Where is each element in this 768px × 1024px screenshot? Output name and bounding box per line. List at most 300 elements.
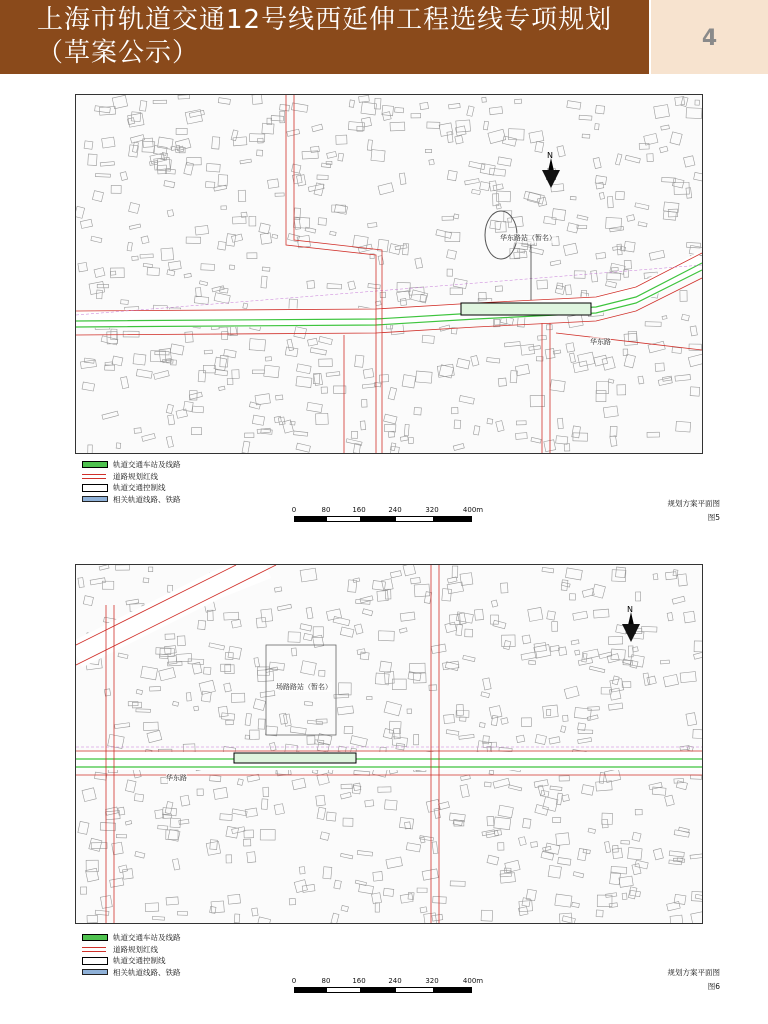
building-outline (289, 898, 295, 905)
building-outline (247, 852, 256, 863)
building-outline (232, 370, 239, 379)
building-outline (573, 611, 588, 620)
building-outline (687, 746, 693, 751)
building-outline (350, 736, 367, 747)
building-outline (386, 857, 403, 869)
building-outline (498, 378, 506, 386)
building-outline (151, 351, 166, 362)
building-outline (484, 782, 491, 787)
building-outline (406, 843, 421, 852)
control-line-icon (82, 957, 108, 965)
building-outline (133, 354, 146, 365)
building-outline (420, 102, 429, 109)
legend-item: 道路规划红线 (82, 472, 282, 484)
building-outline (194, 296, 208, 304)
building-outline (96, 290, 102, 299)
building-outline (521, 652, 537, 660)
building-outline (589, 666, 605, 673)
building-outline (341, 784, 352, 789)
building-outline (143, 263, 152, 267)
building-outline (581, 785, 593, 796)
building-outline (440, 325, 451, 331)
scale-tick: 160 (352, 977, 366, 985)
building-outline (523, 818, 531, 828)
building-outline (379, 375, 388, 383)
building-outline (496, 421, 504, 432)
building-outline (610, 436, 617, 447)
scale-bar-graphic (294, 987, 472, 993)
building-outline (446, 730, 459, 736)
building-outline (390, 122, 405, 131)
building-outline (400, 436, 408, 441)
building-outline (195, 225, 209, 235)
building-outline (172, 701, 178, 706)
building-outline (537, 280, 548, 289)
building-outline (552, 622, 558, 632)
building-outline (186, 237, 200, 243)
building-outline (252, 908, 258, 916)
building-outline (102, 411, 118, 419)
road-red-line (294, 95, 382, 453)
building-outline (196, 288, 202, 297)
building-outline (442, 589, 452, 602)
building-outline (436, 230, 452, 239)
building-outline (378, 256, 384, 265)
building-outline (260, 233, 271, 244)
building-outline (147, 730, 162, 742)
building-outline (672, 347, 682, 353)
building-outline (608, 379, 614, 383)
building-outline (620, 246, 626, 251)
building-outline (414, 734, 419, 744)
building-outline (225, 665, 234, 674)
building-outline (579, 115, 592, 120)
building-outline (414, 584, 430, 597)
building-outline (691, 891, 702, 901)
building-outline (333, 617, 350, 626)
svg-text:N: N (547, 151, 553, 160)
building-outline (116, 443, 121, 449)
building-outline (275, 193, 284, 196)
building-outline (321, 387, 327, 393)
building-outline (603, 406, 618, 418)
building-outline (639, 143, 649, 149)
building-outline (312, 769, 317, 773)
building-outline (588, 707, 600, 711)
building-outline (483, 678, 492, 690)
legend-item: 相关轨道线路、铁路 (82, 968, 282, 980)
building-outline (296, 376, 312, 387)
building-outline (245, 713, 251, 725)
building-outline (420, 836, 434, 841)
building-outline (635, 809, 642, 815)
building-outline (653, 574, 658, 580)
building-outline (564, 686, 579, 699)
building-outline (524, 191, 541, 202)
building-outline (378, 183, 394, 195)
building-outline (254, 658, 260, 667)
building-outline (245, 735, 249, 739)
building-outline (340, 627, 354, 637)
building-outline (218, 241, 227, 250)
building-outline (252, 95, 262, 104)
building-outline (252, 370, 264, 374)
building-outline (459, 734, 474, 739)
building-outline (461, 775, 471, 781)
building-outline (483, 121, 488, 130)
building-outline (635, 203, 649, 210)
building-outline (690, 326, 697, 336)
building-outline (549, 737, 560, 744)
station-label: 场路路站（暂名） (276, 683, 332, 691)
page-number-box (651, 0, 768, 74)
building-outline (482, 830, 495, 836)
building-outline (220, 814, 232, 821)
building-outline (299, 867, 305, 875)
building-outline (555, 894, 572, 907)
building-outline (78, 821, 89, 834)
building-outline (225, 652, 233, 659)
building-outline (669, 851, 684, 857)
building-outline (624, 241, 635, 252)
building-outline (118, 653, 128, 659)
building-outline (493, 778, 510, 788)
building-outline (432, 914, 443, 921)
building-outline (529, 346, 541, 351)
building-outline (676, 781, 687, 790)
building-outline (334, 880, 342, 889)
building-outline (405, 822, 411, 829)
building-outline (330, 231, 337, 235)
building-outline (375, 673, 389, 685)
building-outline (188, 659, 204, 665)
building-outline (502, 635, 516, 647)
building-outline (482, 97, 487, 102)
building-outline (313, 635, 324, 647)
building-outline (564, 444, 570, 451)
building-outline (647, 676, 656, 685)
building-outline (403, 565, 416, 576)
building-outline (111, 185, 121, 193)
building-outline (396, 743, 405, 750)
building-outline (516, 421, 526, 425)
building-outline (517, 317, 525, 328)
building-outline (326, 372, 340, 377)
building-outline (424, 913, 437, 923)
building-outline (187, 157, 202, 165)
building-outline (198, 620, 206, 629)
building-outline (209, 643, 225, 650)
building-outline (382, 112, 391, 121)
building-outline (99, 565, 109, 570)
building-outline (380, 292, 386, 297)
building-outline (467, 106, 474, 116)
building-outline (206, 163, 220, 172)
building-outline (134, 794, 143, 802)
building-outline (384, 701, 401, 716)
building-outline (592, 584, 606, 598)
building-outline (563, 715, 569, 721)
building-outline (587, 715, 598, 721)
building-outline (129, 224, 140, 230)
station-box (461, 303, 591, 315)
building-outline (171, 360, 177, 365)
building-outline (278, 417, 285, 425)
building-outline (221, 664, 231, 671)
building-outline (531, 842, 538, 848)
building-outline (167, 270, 175, 276)
building-outline (455, 126, 466, 136)
building-outline (204, 667, 211, 674)
building-outline (261, 799, 268, 810)
building-outline (331, 913, 339, 923)
building-outline (570, 594, 576, 600)
building-outline (229, 265, 234, 269)
building-outline (99, 106, 115, 115)
building-outline (95, 174, 110, 178)
building-outline (593, 158, 601, 169)
building-outline (602, 357, 615, 371)
building-outline (310, 348, 326, 355)
building-outline (108, 734, 125, 748)
building-outline (303, 633, 312, 640)
building-outline (686, 108, 702, 119)
building-outline (667, 901, 681, 910)
legend-item: 轨道交通控制线 (82, 956, 282, 968)
building-outline (368, 223, 377, 228)
control-line-icon (82, 484, 108, 492)
building-outline (258, 138, 264, 143)
building-outline (596, 252, 606, 259)
building-outline (556, 436, 568, 445)
building-outline (221, 206, 227, 210)
building-outline (119, 865, 128, 873)
building-outline (80, 887, 86, 894)
building-outline (612, 848, 622, 859)
building-outline (140, 254, 153, 258)
building-outline (368, 284, 380, 289)
building-outline (365, 800, 374, 807)
building-outline (547, 611, 556, 620)
building-outline (201, 264, 215, 271)
building-outline (78, 262, 88, 271)
building-outline (420, 907, 427, 913)
building-outline (535, 734, 546, 744)
building-outline (343, 818, 353, 826)
building-outline (684, 611, 696, 623)
building-outline (382, 105, 394, 115)
building-outline (177, 636, 185, 646)
building-outline (296, 443, 310, 452)
building-outline (636, 592, 641, 601)
building-outline (260, 691, 275, 698)
road-red-line-icon (82, 947, 106, 952)
building-outline (663, 211, 676, 220)
building-outline (199, 680, 215, 694)
building-outline (261, 276, 267, 288)
building-outline (658, 378, 672, 386)
building-outline (348, 580, 357, 593)
building-outline (469, 161, 485, 169)
building-outline (688, 354, 702, 367)
building-outline (367, 140, 372, 151)
building-outline (674, 894, 686, 904)
building-outline (546, 709, 550, 715)
building-outline (400, 298, 406, 305)
caption-title: 规划方案平面图 (667, 499, 720, 508)
building-outline (356, 599, 371, 604)
building-outline (654, 105, 670, 119)
building-outline (218, 98, 230, 105)
building-outline (247, 253, 257, 259)
building-outline (404, 424, 409, 436)
building-outline (615, 154, 622, 165)
scale-bar (291, 506, 494, 528)
building-outline (663, 674, 678, 686)
building-outline (582, 653, 587, 662)
building-outline (606, 281, 617, 288)
building-outline (340, 792, 351, 799)
building-outline (166, 830, 178, 840)
building-outline (359, 95, 370, 102)
building-outline (416, 371, 433, 383)
building-outline (550, 260, 561, 266)
building-outline (257, 150, 263, 156)
building-outline (379, 661, 391, 673)
building-outline (562, 916, 575, 923)
building-outline (244, 830, 254, 838)
building-outline (100, 162, 114, 167)
building-outline (561, 582, 570, 587)
building-outline (427, 122, 440, 129)
scale-tick: 400m (462, 506, 484, 514)
building-outline (490, 615, 498, 624)
building-outline (455, 135, 463, 144)
building-outline (238, 190, 246, 201)
building-outline (354, 624, 363, 634)
station-track-icon (82, 934, 108, 941)
building-outline (599, 193, 604, 200)
building-outline (249, 402, 260, 409)
building-outline (608, 703, 622, 710)
building-outline (129, 203, 140, 214)
building-outline (617, 385, 626, 395)
building-outline (317, 807, 326, 819)
building-outline (677, 858, 685, 863)
building-outline (526, 889, 536, 900)
building-outline (107, 332, 118, 344)
building-outline (84, 141, 93, 150)
map-drawing (76, 95, 702, 453)
building-outline (690, 775, 701, 779)
building-outline (120, 172, 128, 181)
building-outline (690, 854, 702, 859)
building-outline (607, 273, 621, 280)
building-outline (655, 363, 664, 371)
building-outline (287, 129, 300, 136)
building-outline (647, 154, 654, 162)
figure-caption (610, 966, 720, 994)
building-outline (429, 159, 434, 165)
scale-bar (291, 977, 494, 999)
legend-item: 轨道交通控制线 (82, 483, 282, 495)
building-outline (628, 887, 637, 899)
building-outline (116, 834, 126, 838)
building-outline (165, 634, 175, 640)
building-outline (450, 288, 462, 295)
building-outline (296, 364, 311, 374)
building-outline (563, 243, 577, 255)
building-outline (465, 179, 480, 185)
building-outline (680, 672, 696, 683)
building-outline (260, 830, 275, 840)
building-outline (447, 269, 452, 276)
building-outline (558, 418, 564, 429)
building-outline (624, 260, 631, 269)
building-outline (280, 104, 290, 111)
building-outline (243, 839, 250, 846)
map-figure-6[interactable] (75, 564, 703, 924)
scale-tick: 0 (291, 506, 297, 514)
building-outline (623, 659, 632, 664)
building-outline (300, 568, 317, 582)
building-outline (494, 817, 511, 830)
building-outline (465, 629, 473, 637)
building-outline (493, 184, 503, 191)
building-outline (664, 202, 679, 213)
building-outline (616, 567, 626, 578)
svg-text:N: N (627, 605, 633, 614)
building-outline (547, 325, 553, 330)
building-outline (172, 859, 180, 870)
building-outline (147, 267, 159, 275)
building-outline (237, 779, 243, 786)
building-outline (294, 431, 308, 436)
building-outline (449, 103, 461, 109)
building-outline (548, 865, 561, 878)
building-outline (249, 216, 256, 226)
building-outline (168, 585, 173, 592)
building-outline (481, 910, 493, 921)
building-outline (647, 432, 659, 437)
building-outline (602, 813, 613, 824)
building-outline (277, 604, 291, 610)
building-outline (210, 775, 221, 782)
building-outline (674, 182, 689, 194)
building-outline (676, 421, 691, 432)
building-outline (272, 234, 278, 238)
existing-rail-icon (82, 496, 108, 502)
building-outline (447, 132, 453, 143)
building-outline (360, 421, 366, 430)
building-outline (258, 917, 271, 923)
scale-tick: 160 (352, 506, 366, 514)
building-outline (180, 795, 190, 806)
building-outline (132, 702, 141, 708)
building-outline (243, 303, 248, 309)
building-outline (226, 720, 234, 725)
building-outline (407, 709, 412, 714)
building-outline (502, 136, 516, 146)
road-red-line (556, 333, 702, 350)
building-outline (578, 352, 595, 367)
building-outline (136, 689, 142, 694)
building-outline (451, 407, 458, 413)
map-figure-5[interactable] (75, 94, 703, 454)
building-outline (619, 876, 633, 887)
building-outline (263, 787, 269, 796)
building-outline (399, 173, 406, 185)
